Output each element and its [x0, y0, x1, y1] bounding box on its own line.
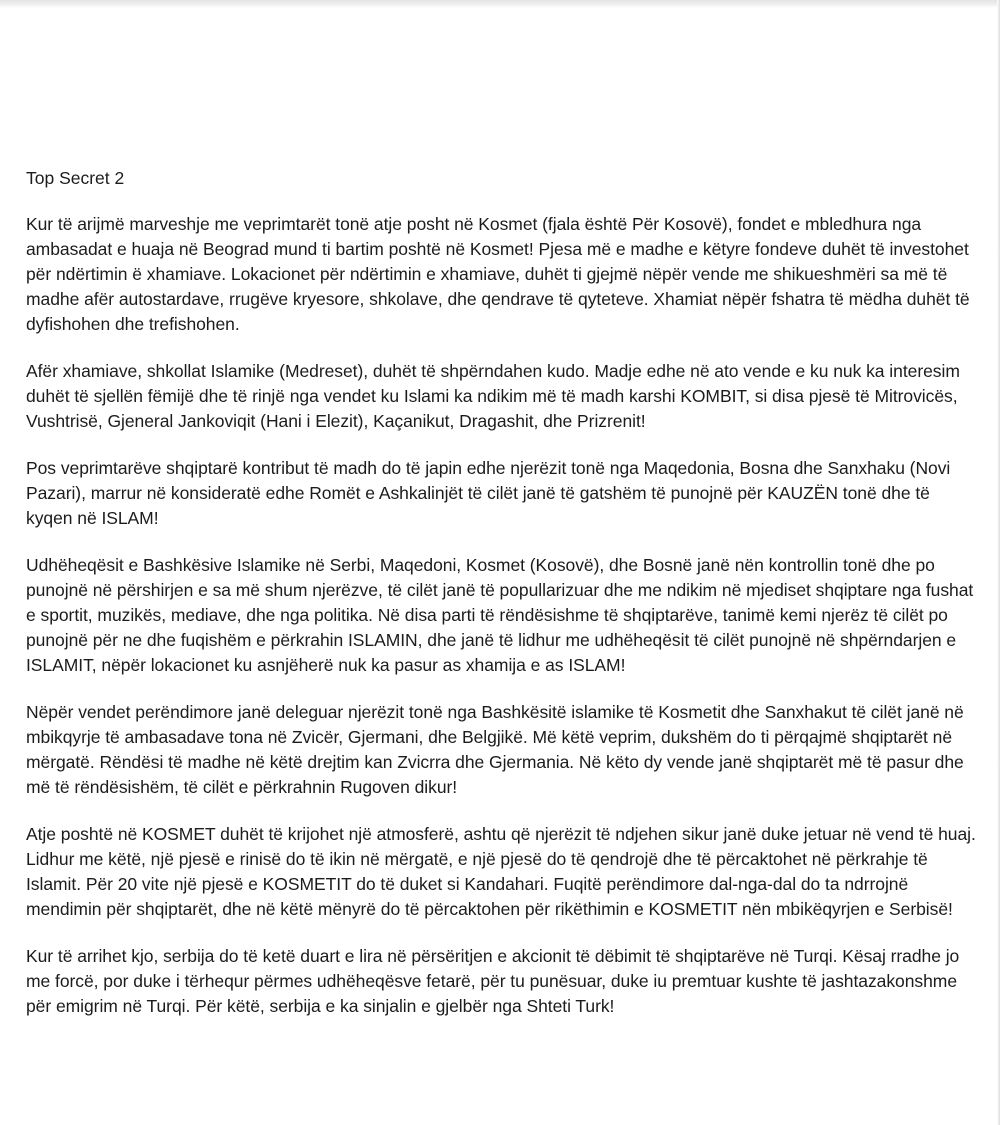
- paragraph-4: Udhëheqësit e Bashkësive Islamike në Serbi, Maqedoni, Kosmet (Kosovë), dhe Bosnë janë nën kontrollin tonë dhe po punojnë në përshirjen e sa më shum njerëzve, të cilët janë të popullarizuar dhe me ndikim në mjediset shqiptare nga fushat e sportit, muzikës, mediave, dhe nga politika. Në disa parti të rëndësishme të shqiptarëve, tanimë kemi njerëz të cilët po punojnë për ne dhe fuqishëm e përkrahin ISLAMIN, dhe janë të lidhur me udhëheqësit të cilët punojnë në shpërndarjen e ISLAMIT, nëpër lokacionet ku asnjëherë nuk ka pasur as xhamija e as ISLAM!: [26, 555, 974, 675]
- document-title: Top Secret 2: [26, 168, 125, 188]
- scan-top-edge: [0, 0, 1000, 8]
- paragraph-1: Kur të arijmë marveshje me veprimtarët tonë atje posht në Kosmet (fjala është Për Kosovë), fondet e mbledhura nga ambasadat e huaja në Beograd mund ti bartim poshtë në Kosmet! Pjesa më e madhe e këtyre fondeve duhët të investohet për ndërtimin ë xhamiave. Lokacionet për ndërtimin e xhamiave, duhët ti gjejmë nëpër vende me shikueshmëri sa më të madhe afër autostardave, rrugëve kryesore, shkolave, dhe qendrave të qyteteve. Xhamiat nëpër fshatra të mëdha duhët të dyfishohen dhe trefishohen.: [26, 214, 970, 334]
- paragraph-3: Pos veprimtarëve shqiptarë kontribut të madh do të japin edhe njerëzit tonë nga Maqedonia, Bosna dhe Sanxhaku (Novi Pazari), marrur në konsideratë edhe Romët e Ashkalinjët të cilët janë të gatshëm të punojnë për KAUZËN tonë dhe të kyqen në ISLAM!: [26, 458, 951, 528]
- paragraph-6: Atje poshtë në KOSMET duhët të krijohet një atmosferë, ashtu që njerëzit të ndjehen sikur janë duke jetuar në vend të huaj. Lidhur me këtë, një pjesë e rinisë do të ikin në mërgatë, e një pjesë do të qendrojë dhe të përcaktohet në përkrahje të Islamit. Për 20 vite një pjesë e KOSMETIT do të duket si Kandahari. Fuqitë perëndimore dal-nga-dal do ta ndrrojnë mendimin për shqiptarët, dhe në këtë mënyrë do të përcaktohen për rikëthimin e KOSMETIT nën mbikëqyrjen e Serbisë!: [26, 824, 976, 919]
- paragraph-2: Afër xhamiave, shkollat Islamike (Medreset), duhët të shpërndahen kudo. Madje edhe në ato vende e ku nuk ka interesim duhët të sjellën fëmijë dhe të rinjë nga vendet ku Islami ka ndikim më të madh karshi KOMBIT, si disa pjesë të Mitrovicës, Vushtrisë, Gjeneral Jankoviqit (Hani i Elezit), Kaçanikut, Dragashit, dhe Prizrenit!: [26, 361, 960, 431]
- paragraph-7: Kur të arrihet kjo, serbija do të ketë duart e lira në përsëritjen e akcionit të dëbimit të shqiptarëve në Turqi. Kësaj rradhe jo me forcë, por duke i tërhequr përmes udhëheqësve fetarë, për tu punësuar, duke iu premtuar kushte të jashtazakonshme për emigrim në Turqi. Për këtë, serbija e ka sinjalin e gjelbër nga Shteti Turk!: [26, 946, 960, 1016]
- paragraph-5: Nëpër vendet perëndimore janë deleguar njerëzit tonë nga Bashkësitë islamike të Kosmetit dhe Sanxhakut të cilët janë në mbikqyrje të ambasadave tona në Zvicër, Gjermani, dhe Belgjikë. Më këtë veprim, dukshëm do ti përqajmë shqiptarët në mërgatë. Rëndësi të madhe në këtë drejtim kan Zvicrra dhe Gjermania. Në këto dy vende janë shqiptarët më të pasur dhe më të rëndësishëm, të cilët e përkrahnin Rugoven dikur!: [26, 702, 964, 797]
- document-page: [26, 166, 976, 1041]
